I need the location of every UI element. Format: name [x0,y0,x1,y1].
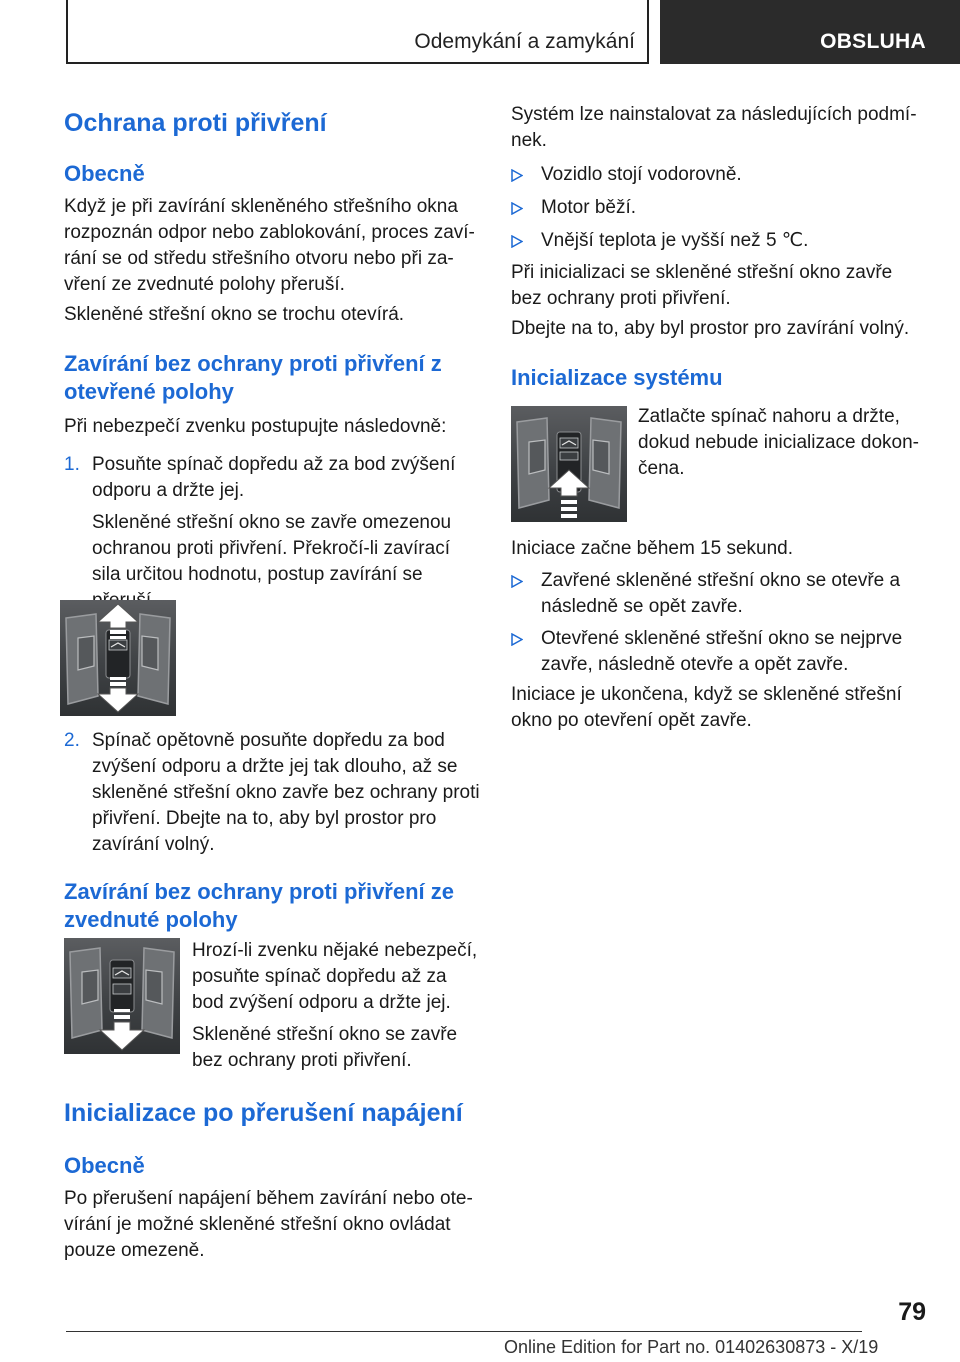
roof-switch-image-down [64,938,180,1054]
roof-switch-image-up [511,406,627,522]
heading-anti-trap: Ochrana proti přivření [64,109,327,137]
paragraph-danger-raised: Hrozí-li zvenku nějaké nebezpečí, posuňte spínač dopředu až za bod zvýšení odporu a držte jej. [192,940,478,1013]
roof-switch-image-both [60,600,176,716]
heading-init-after-power-loss: Inicializace po přerušení napájení [64,1099,463,1127]
paragraph-init-end: Iniciace je ukončena, když se skleněné střešní okno po otevření opět zavře. [511,684,902,731]
subheading-close-raised-position: Zavírání bez ochrany proti přivření ze zvednuté polohy [64,879,454,932]
footer-divider [66,1331,862,1332]
paragraph-keep-clear: Dbejte na to, aby byl prostor pro zavírání volný. [511,318,910,339]
subheading-general-b: Obecně [64,1153,145,1178]
triangle-right-outline-icon [511,162,531,182]
footer-edition: Online Edition for Part no. 01402630873 - X/19 [504,1337,879,1357]
roof-switch-down-arrow-image [64,938,180,1054]
section-label: OBSLUHA [820,30,926,53]
step-text: Posuňte spínač dopředu až za bod zvýšení odporu a držte jej. [92,454,456,501]
paragraph-press-switch: Zatlačte spínač nahoru a držte, dokud nebude inicializace dokončena. [638,406,919,479]
paragraph-init-start: Iniciace začne během 15 sekund. [511,538,794,559]
step-1-extra: Skleněné střešní okno se zavře omezenou ochranou proti přivření. Překročí-li zavírací sila určitou hodnotu, postup zavírání se [92,512,452,585]
chapter-title: Odemykání a zamykání [414,30,635,53]
page-header [66,0,960,66]
paragraph-danger-steps: Při nebezpečí zvenku postupujte následovně: [64,416,447,437]
paragraph-opens: Skleněné střešní okno se trochu otevírá. [64,304,405,325]
subheading-system-init: Inicializace systému [511,365,723,390]
roof-switch-up-arrow-image [511,406,627,522]
triangle-right-outline-icon [511,568,531,588]
step-number: 1. [64,454,80,475]
paragraph-intro: Když je při zavírání skleněného střešního okna rozpoznán odpor nebo zablokování, proces zavírání se od středu střešního otvoru nebo při zavření ze zvednuté polohy přeruší. [64,196,475,295]
chapter-tab [66,0,649,64]
paragraph-conditions-intro: Systém lze nainstalovat za následujících podmínek. [511,104,917,151]
paragraph-closes-no-protection: Skleněné střešní okno se zavře bez ochrany proti přivření. [192,1024,458,1071]
triangle-right-outline-icon [511,228,531,248]
triangle-right-outline-icon [511,626,531,646]
section-tab [660,0,960,64]
triangle-right-outline-icon [511,195,531,215]
step-text: Spínač opětovně posuňte dopředu za bod zvýšení odporu a držte jej tak dlouho, až se skleněné střešní okno zavře bez ochrany proti přivření. Dbejte na to, aby byl prostor pro zavírání volný. [92,730,480,855]
subheading-general-a: Obecně [64,161,145,186]
paragraph-power-loss: Po přerušení napájení během zavírání nebo otevírání je možné skleněné střešní okno ovládat pouze omezeně. [64,1188,473,1261]
page-number: 79 [898,1298,926,1326]
paragraph-init-no-protection: Při inicializaci se skleněné střešní okno zavře bez ochrany proti přivření. [511,262,893,309]
subheading-close-open-position: Zavírání bez ochrany proti přivření z otevřené polohy [64,351,442,404]
roof-switch-both-arrows-image [60,600,176,716]
step-number: 2. [64,730,80,751]
